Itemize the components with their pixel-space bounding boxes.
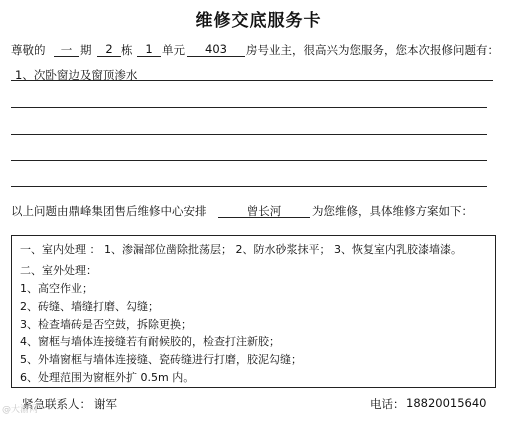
indoor-plan: 一、室内处理 ： 1、渗漏部位凿除批荡层； 2、防水砂浆抹平； 3、恢复室内乳胶漆墙漆。 bbox=[20, 243, 462, 256]
card-title: 维修交底服务卡 bbox=[195, 11, 322, 31]
contact-label: 紧急联系人： bbox=[22, 397, 91, 411]
contact-name: 谢军 bbox=[94, 397, 117, 411]
outdoor-item: 4、窗框与墙体连接缝若有耐候胶的，检查打注新胶； bbox=[20, 335, 280, 348]
problem-rule-5 bbox=[11, 186, 487, 187]
greeting-prefix: 尊敬的 bbox=[11, 43, 46, 57]
problem-rule-2 bbox=[11, 107, 487, 108]
problem-rule-3 bbox=[11, 134, 487, 135]
problem-rule-4 bbox=[11, 160, 487, 161]
outdoor-item: 2、砖缝、墙缝打磨、勾缝； bbox=[20, 300, 159, 313]
room-underline bbox=[187, 56, 245, 57]
building-unit: 栋 bbox=[121, 43, 133, 57]
unit-label: 单元 bbox=[162, 43, 185, 57]
outdoor-item: 5、外墙窗框与墙体连接缝、瓷砖缝进行打磨，胶泥勾缝； bbox=[20, 353, 302, 366]
arrangement-prefix: 以上问题由鼎峰集团售后维修中心安排 bbox=[11, 204, 207, 218]
period-value: 一 bbox=[60, 43, 73, 57]
arrangement-suffix: 为您维修，具体维修方案如下： bbox=[312, 204, 473, 218]
outdoor-item: 1、高空作业； bbox=[20, 282, 93, 295]
outdoor-item: 3、检查墙砖是否空鼓，拆除更换； bbox=[20, 318, 192, 331]
period-unit: 期 bbox=[80, 43, 92, 57]
building-underline bbox=[97, 56, 121, 57]
unit-underline bbox=[137, 56, 161, 57]
unit-value: 1 bbox=[145, 42, 153, 56]
greeting-suffix: 房号业主，很高兴为您服务，您本次报修问题有： bbox=[246, 43, 499, 57]
outdoor-item: 6、处理范围为窗框外扩 0.5m 内。 bbox=[20, 371, 195, 384]
watermark: @大渝网 bbox=[2, 405, 39, 415]
phone-number: 18820015640 bbox=[406, 396, 487, 410]
building-value: 2 bbox=[105, 42, 113, 56]
outdoor-heading: 二、室外处理： bbox=[20, 264, 97, 277]
repair-plan-box bbox=[11, 235, 496, 388]
worker-name: 曾长河 bbox=[246, 204, 282, 218]
worker-underline bbox=[218, 217, 310, 218]
period-underline bbox=[54, 56, 79, 57]
room-value: 403 bbox=[205, 42, 227, 56]
problem-line-1: 1、次卧窗边及窗顶渗水 bbox=[15, 68, 138, 82]
phone-label: 电话： bbox=[370, 397, 405, 411]
problem-rule-1 bbox=[11, 80, 493, 81]
